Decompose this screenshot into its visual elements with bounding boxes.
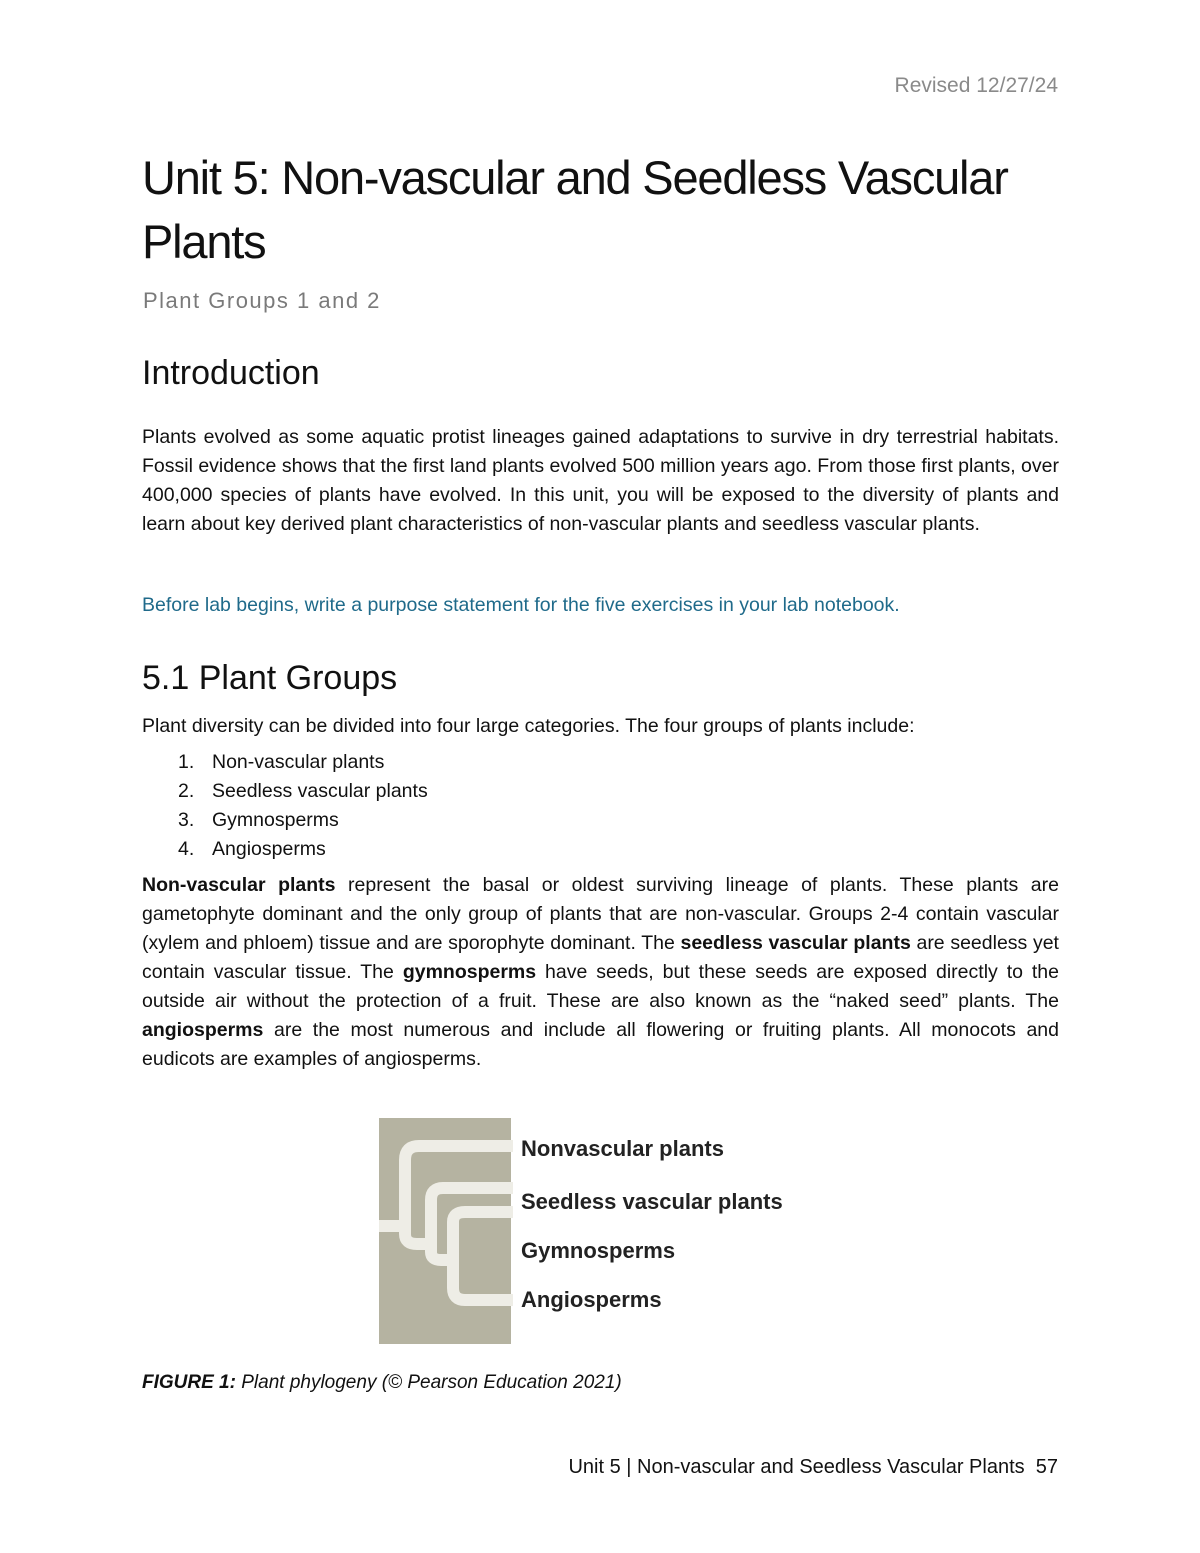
list-item: 3. Gymnosperms <box>178 809 339 831</box>
list-item: 4. Angiosperms <box>178 838 326 860</box>
intro-heading: Introduction <box>142 354 320 392</box>
plant-groups-description: Non-vascular plants represent the basal or oldest surviving lineage of plants. These plants are gametophyte dominant and the only group of plants that are non-vascular. Groups 2-4 contain vascular (xylem and phloem) tissue and are sporophyte dominant. The seedless vascular plants are seedless yet contain vascular tissue. The gymnosperms have seeds, but these seeds are exposed directly to the outside air without the protection of a fruit. These are also known as the “naked seed” plants. The angiosperms are the most numerous and include all flowering or fruiting plants. All monocots and eudicots are examples of angiosperms. <box>142 874 1059 1070</box>
intro-instruction: Before lab begins, write a purpose statement for the five exercises in your lab notebook. <box>142 594 900 616</box>
label-nonvascular-plants: Nonvascular plants <box>521 1136 724 1161</box>
plant-phylogeny-figure <box>379 1118 839 1346</box>
revised-date: Revised 12/27/24 <box>894 74 1058 97</box>
section-heading-plant-groups: 5.1 Plant Groups <box>142 659 398 697</box>
label-angiosperms: Angiosperms <box>521 1287 662 1312</box>
list-item: 1. Non-vascular plants <box>178 751 385 773</box>
page-subtitle: Plant Groups 1 and 2 <box>143 288 381 313</box>
intro-paragraph: Plants evolved as some aquatic protist lineages gained adaptations to survive in dry terrestrial habitats. Fossil evidence shows that the first land plants evolved 500 million years ago. From those first plants, over 400,000 species of plants have evolved. In this unit, you will be exposed to the diversity of plants and learn about key derived plant characteristics of non-vascular plants and seedless vascular plants. <box>142 426 1059 535</box>
phylogeny-tree-diagram <box>379 1118 513 1346</box>
figure-caption: FIGURE 1: Plant phylogeny (© Pearson Education 2021) <box>142 1372 622 1393</box>
page-footer: Unit 5 | Non-vascular and Seedless Vascular Plants 57 <box>568 1456 1058 1478</box>
plant-groups-list <box>142 748 428 864</box>
section-lead: Plant diversity can be divided into four large categories. The four groups of plants include: <box>142 715 915 737</box>
label-seedless-vascular-plants: Seedless vascular plants <box>521 1189 783 1214</box>
page-title: Unit 5: Non-vascular and Seedless Vascular Plants <box>142 151 1008 268</box>
label-gymnosperms: Gymnosperms <box>521 1238 676 1263</box>
list-item: 2. Seedless vascular plants <box>178 780 428 802</box>
